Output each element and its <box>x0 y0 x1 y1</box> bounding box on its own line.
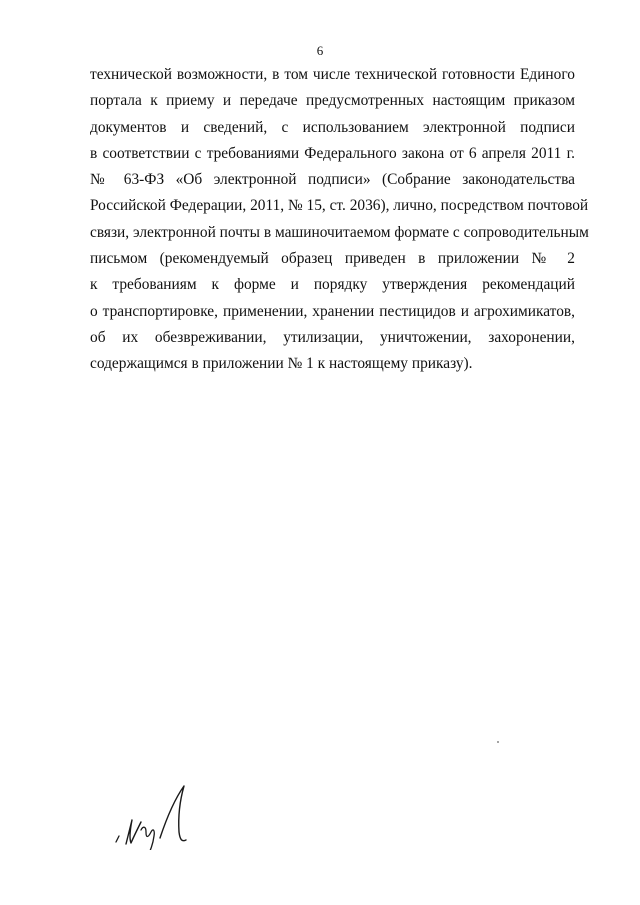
text-line-6: Российской Федерации, 2011, № 15, ст. 2036), лично, посредством почтовой <box>90 197 589 215</box>
text-line-1: технической возможности, в том числе технической готовности Единого <box>90 66 575 83</box>
text-line-5: № 63-ФЗ «Об электронной подписи» (Собрание законодательства <box>90 171 575 189</box>
text-line-10: о транспортировке, применении, хранении пестицидов и агрохимикатов, <box>90 302 575 320</box>
scan-speck <box>497 741 499 743</box>
text-line-2: портала к приему и передаче предусмотренных настоящим приказом <box>90 92 575 110</box>
text-line-4: в соответствии с требованиями Федерального закона от 6 апреля 2011 г. <box>90 144 575 162</box>
text-line-11: об их обезвреживании, утилизации, уничтожении, захоронении, <box>90 328 575 346</box>
text-line-12: содержащимся в приложении № 1 к настоящему приказу). <box>90 355 473 373</box>
page-number: 6 <box>316 43 324 58</box>
text-line-8: письмом (рекомендуемый образец приведен в приложении № 2 <box>90 250 575 268</box>
text-line-9: к требованиям к форме и порядку утверждения рекомендаций <box>90 276 575 294</box>
handwritten-signature <box>108 780 198 850</box>
text-line-7: связи, электронной почты в машиночитаемом формате с сопроводительным <box>90 223 589 241</box>
document-body <box>90 62 589 378</box>
text-line-3: документов и сведений, с использованием электронной подписи <box>90 118 575 136</box>
